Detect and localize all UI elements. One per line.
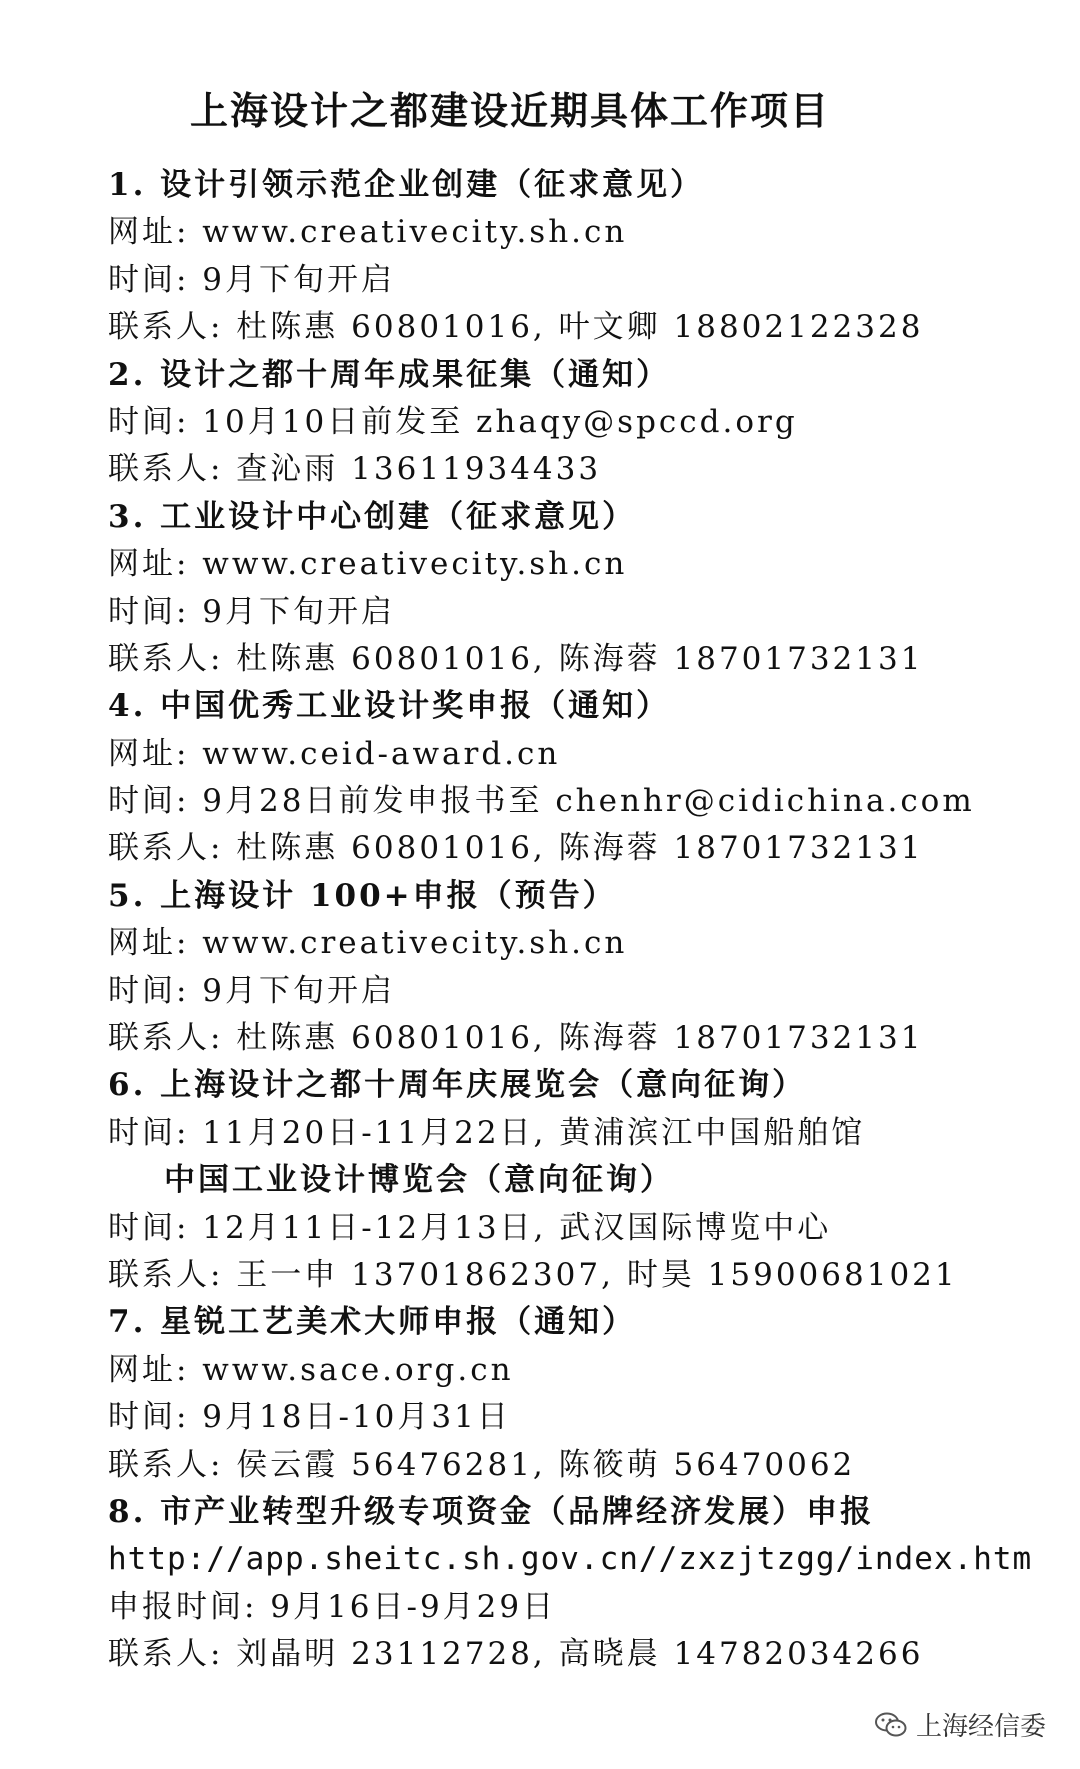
item-1-heading: 1. 设计引领示范企业创建（征求意见） [108, 167, 705, 203]
wechat-icon [874, 1711, 908, 1739]
item-5-contact: 联系人: 杜陈惠 60801016, 陈海蓉 18701732131 [108, 1020, 924, 1057]
item-6-heading: 6. 上海设计之都十周年庆展览会（意向征询） [108, 1067, 807, 1104]
item-8-heading: 8. 市产业转型升级专项资金（品牌经济发展）申报 [108, 1493, 875, 1530]
item-4-website: 网址: www.ceid-award.cn [108, 735, 561, 772]
page-title: 上海设计之都建设近期具体工作项目 [189, 89, 830, 133]
item-7-heading: 7. 星锐工艺美术大师申报（通知） [108, 1304, 637, 1341]
item-3-heading: 3. 工业设计中心创建（征求意见） [108, 498, 637, 535]
item-1-contact: 联系人: 杜陈惠 60801016, 叶文卿 18802122328 [108, 309, 924, 346]
item-7-website: 网址: www.sace.org.cn [108, 1351, 514, 1388]
item-2-time: 时间: 10月10日前发至 zhaqy@spccd.org [108, 403, 798, 440]
item-8-url: http://app.sheitc.sh.gov.cn//zxzjtzgg/index.htm [108, 1541, 1033, 1578]
item-4-heading: 4. 中国优秀工业设计奖申报（通知） [108, 688, 671, 725]
item-4-time: 时间: 9月28日前发申报书至 chenhr@cidichina.com [108, 783, 975, 820]
item-6-subheading: 中国工业设计博览会（意向征询） [164, 1162, 674, 1199]
item-5-website: 网址: www.creativecity.sh.cn [108, 925, 628, 962]
item-7-contact: 联系人: 侯云霞 56476281, 陈筱萌 56470062 [108, 1446, 856, 1483]
watermark [874, 1706, 1046, 1743]
item-8-time: 申报时间: 9月16日-9月29日 [108, 1588, 557, 1625]
item-2-contact: 联系人: 查沁雨 13611934433 [108, 451, 602, 488]
item-1-website: 网址: www.creativecity.sh.cn [108, 214, 628, 251]
item-7-time: 时间: 9月18日-10月31日 [108, 1399, 511, 1436]
item-3-time: 时间: 9月下旬开启 [108, 593, 396, 630]
project-list [108, 162, 1058, 1679]
item-3-contact: 联系人: 杜陈惠 60801016, 陈海蓉 18701732131 [108, 640, 924, 677]
item-8-contact: 联系人: 刘晶明 23112728, 高晓晨 14782034266 [108, 1636, 924, 1673]
item-5-heading: 5. 上海设计 100+申报（预告） [108, 877, 617, 914]
item-2-heading: 2. 设计之都十周年成果征集（通知） [108, 356, 671, 393]
item-4-contact: 联系人: 杜陈惠 60801016, 陈海蓉 18701732131 [108, 830, 924, 867]
item-3-website: 网址: www.creativecity.sh.cn [108, 546, 628, 583]
item-5-time: 时间: 9月下旬开启 [108, 972, 396, 1009]
watermark-text: 上海经信委 [915, 1712, 1046, 1742]
item-6-sub-time: 时间: 12月11日-12月13日, 武汉国际博览中心 [108, 1209, 832, 1246]
item-1-time: 时间: 9月下旬开启 [108, 261, 396, 298]
item-6-time: 时间: 11月20日-11月22日, 黄浦滨江中国船舶馆 [108, 1114, 866, 1151]
item-6-contact: 联系人: 王一申 13701862307, 时昊 15900681021 [108, 1256, 958, 1293]
